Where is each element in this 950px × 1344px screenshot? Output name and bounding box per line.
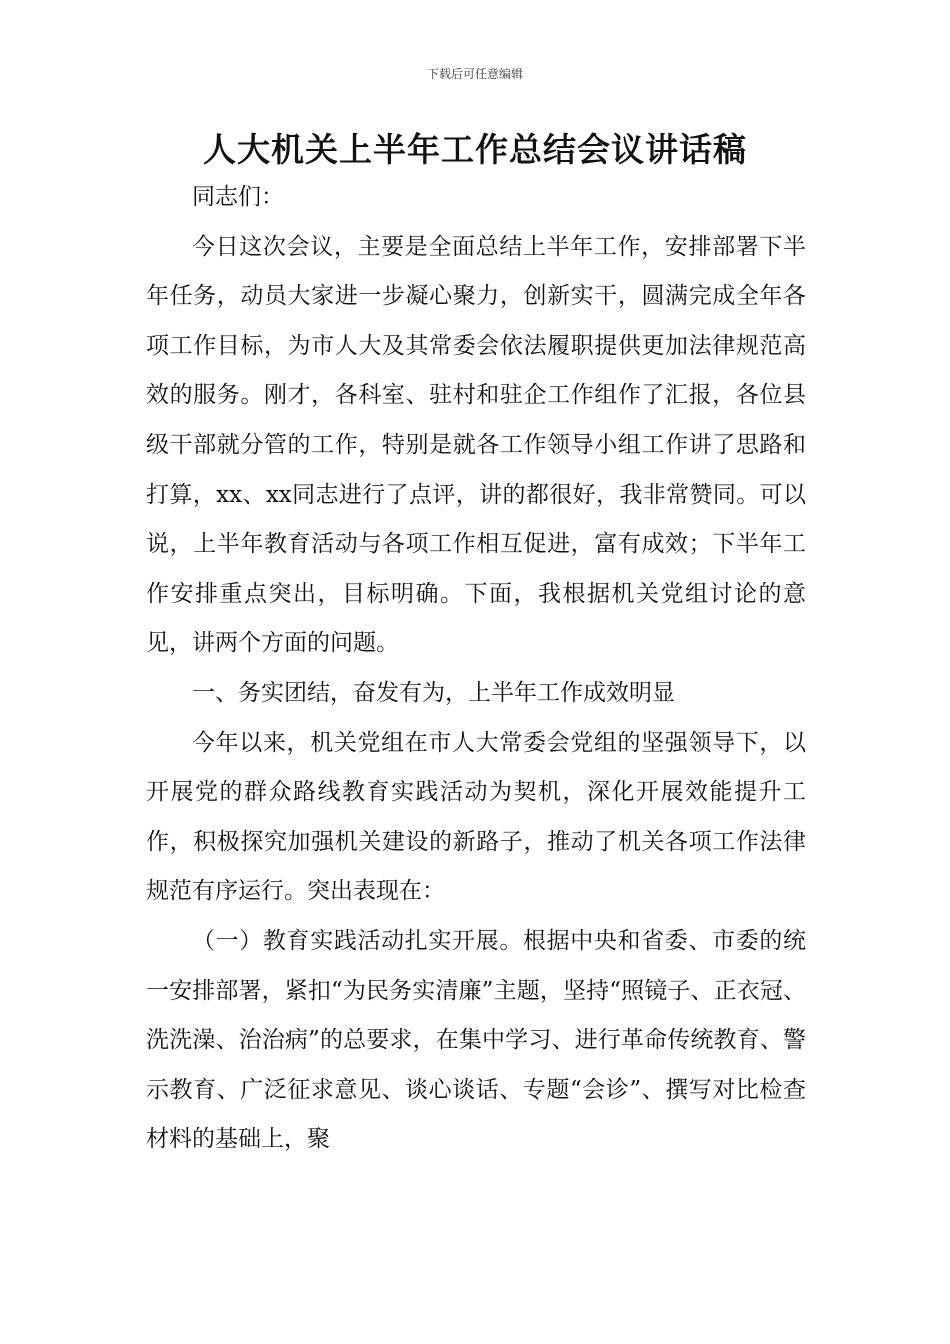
header-note: 下载后可任意编辑	[426, 67, 523, 81]
paragraph-intro: 今日这次会议，主要是全面总结上半年工作，安排部署下半年任务，动员大家进一步凝心聚力，创新实干，圆满完成全年各项工作目标，为市人大及其常委会依法履职提供更加法律规范高效的服务。刚才，各科室、驻村和驻企工作组作了汇报，各位县级干部就分管的工作，特别是就各工作领导小组工作讲了思路和打算，xx、xx同志进行了点评，讲的都很好，我非常赞同。可以说，上半年教育活动与各项工作相互促进，富有成效；下半年工作安排重点突出，目标明确。下面，我根据机关党组讨论的意见，讲两个方面的问题。	[146, 233, 806, 657]
document-title: 人大机关上半年工作总结会议讲话稿	[203, 130, 747, 169]
section-heading-1: 一、务实团结，奋发有为，上半年工作成效明显	[192, 679, 675, 706]
document-body	[146, 173, 806, 1165]
salutation: 同志们：	[192, 184, 284, 210]
paragraph-section-1: 今年以来，机关党组在市人大常委会党组的坚强领导下，以开展党的群众路线教育实践活动为契机，深化开展效能提升工作，积极探究加强机关建设的新路子，推动了机关各项工作法律规范有序运行。突出表现在：	[146, 729, 806, 905]
paragraph-subsection-1: （一）教育实践活动扎实开展。根据中央和省委、市委的统一安排部署，紧扣“为民务实清廉”主题，坚持“照镜子、正衣冠、洗洗澡、治治病”的总要求，在集中学习、进行革命传统教育、警示教育、广泛征求意见、谈心谈话、专题“会诊”、撰写对比检查材料的基础上，聚	[146, 927, 806, 1153]
